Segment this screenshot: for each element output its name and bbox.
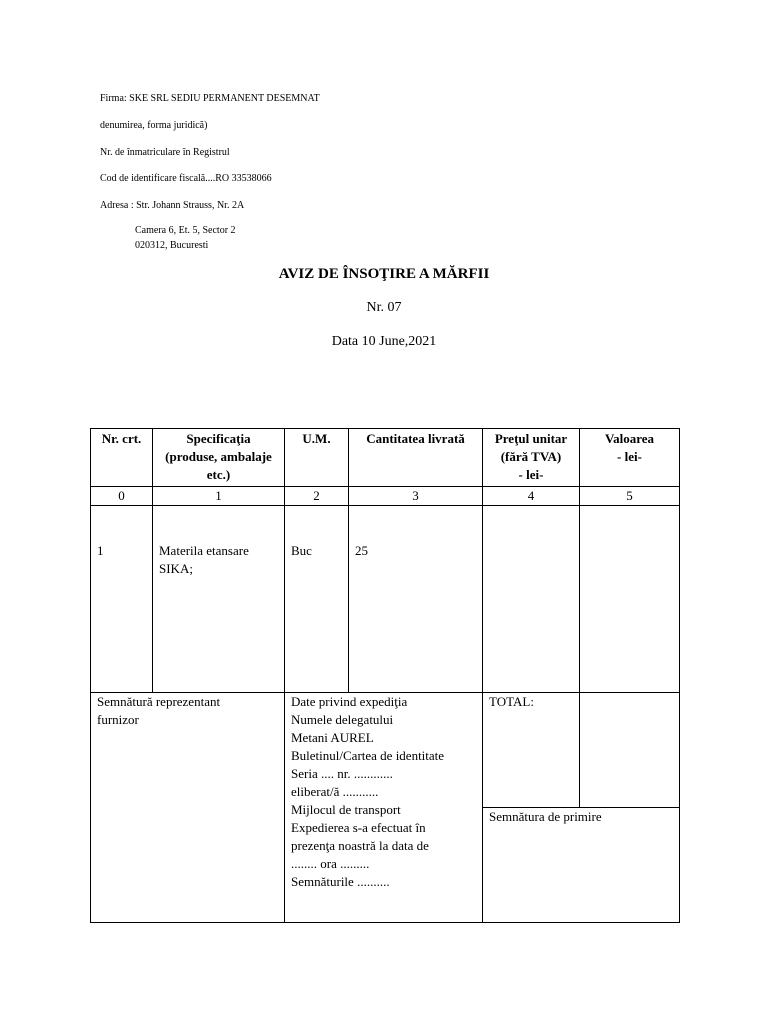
table-header-row [91, 429, 680, 487]
item-value [580, 506, 680, 693]
document-title: AVIZ DE ÎNSOŢIRE A MĂRFII [278, 266, 490, 282]
column-number: 5 [580, 487, 680, 506]
address-line-3: 020312, Bucuresti [135, 240, 209, 251]
item-quantity: 25 [349, 506, 483, 693]
address: Adresa : Str. Johann Strauss, Nr. 2A [100, 200, 245, 211]
item-unit-price [483, 506, 580, 693]
company-name: Firma: SKE SRL SEDIU PERMANENT DESEMNAT [100, 93, 320, 104]
registry-number: Nr. de înmatriculare în Registrul [100, 147, 230, 158]
header-um: U.M. [285, 429, 349, 487]
item-nr: 1 [91, 506, 153, 693]
address-line-2: Camera 6, Et. 5, Sector 2 [135, 225, 236, 236]
document-number: Nr. 07 [366, 300, 402, 315]
column-number: 2 [285, 487, 349, 506]
header-pret-unitar: Preţul unitar (fără TVA) - lei- [483, 429, 580, 487]
document-date: Data 10 June,2021 [331, 334, 437, 349]
shipping-details: Date privind expediţia Numele delegatului Metani AUREL Buletinul/Cartea de identitate Seria .... nr. ............ eliberat/ă ........... Mijlocul de transport Expedierea s-a efectuat în prezenţa noastră la data de ........ ora ......... Semnăturile .......... [285, 693, 483, 923]
total-value [580, 693, 680, 808]
fiscal-code: Cod de identificare fiscală....RO 33538066 [100, 173, 272, 184]
header-nr-crt: Nr. crt. [91, 429, 153, 487]
item-um: Buc [285, 506, 349, 693]
item-specification: Materila etansare SIKA; [153, 506, 285, 693]
header-valoarea: Valoarea - lei- [580, 429, 680, 487]
footer-row-top [91, 693, 680, 808]
column-number: 0 [91, 487, 153, 506]
supplier-signature: Semnătură reprezentant furnizor [91, 693, 285, 923]
header-cantitate: Cantitatea livrată [349, 429, 483, 487]
goods-table [90, 428, 680, 923]
receipt-signature: Semnătura de primire [483, 808, 680, 923]
column-number: 4 [483, 487, 580, 506]
company-legal-form: denumirea, forma juridică) [100, 120, 208, 131]
table-row [91, 506, 680, 693]
header-specificatia: Specificaţia (produse, ambalaje etc.) [153, 429, 285, 487]
column-number: 1 [153, 487, 285, 506]
total-label: TOTAL: [483, 693, 580, 808]
column-number: 3 [349, 487, 483, 506]
column-number-row [91, 487, 680, 506]
